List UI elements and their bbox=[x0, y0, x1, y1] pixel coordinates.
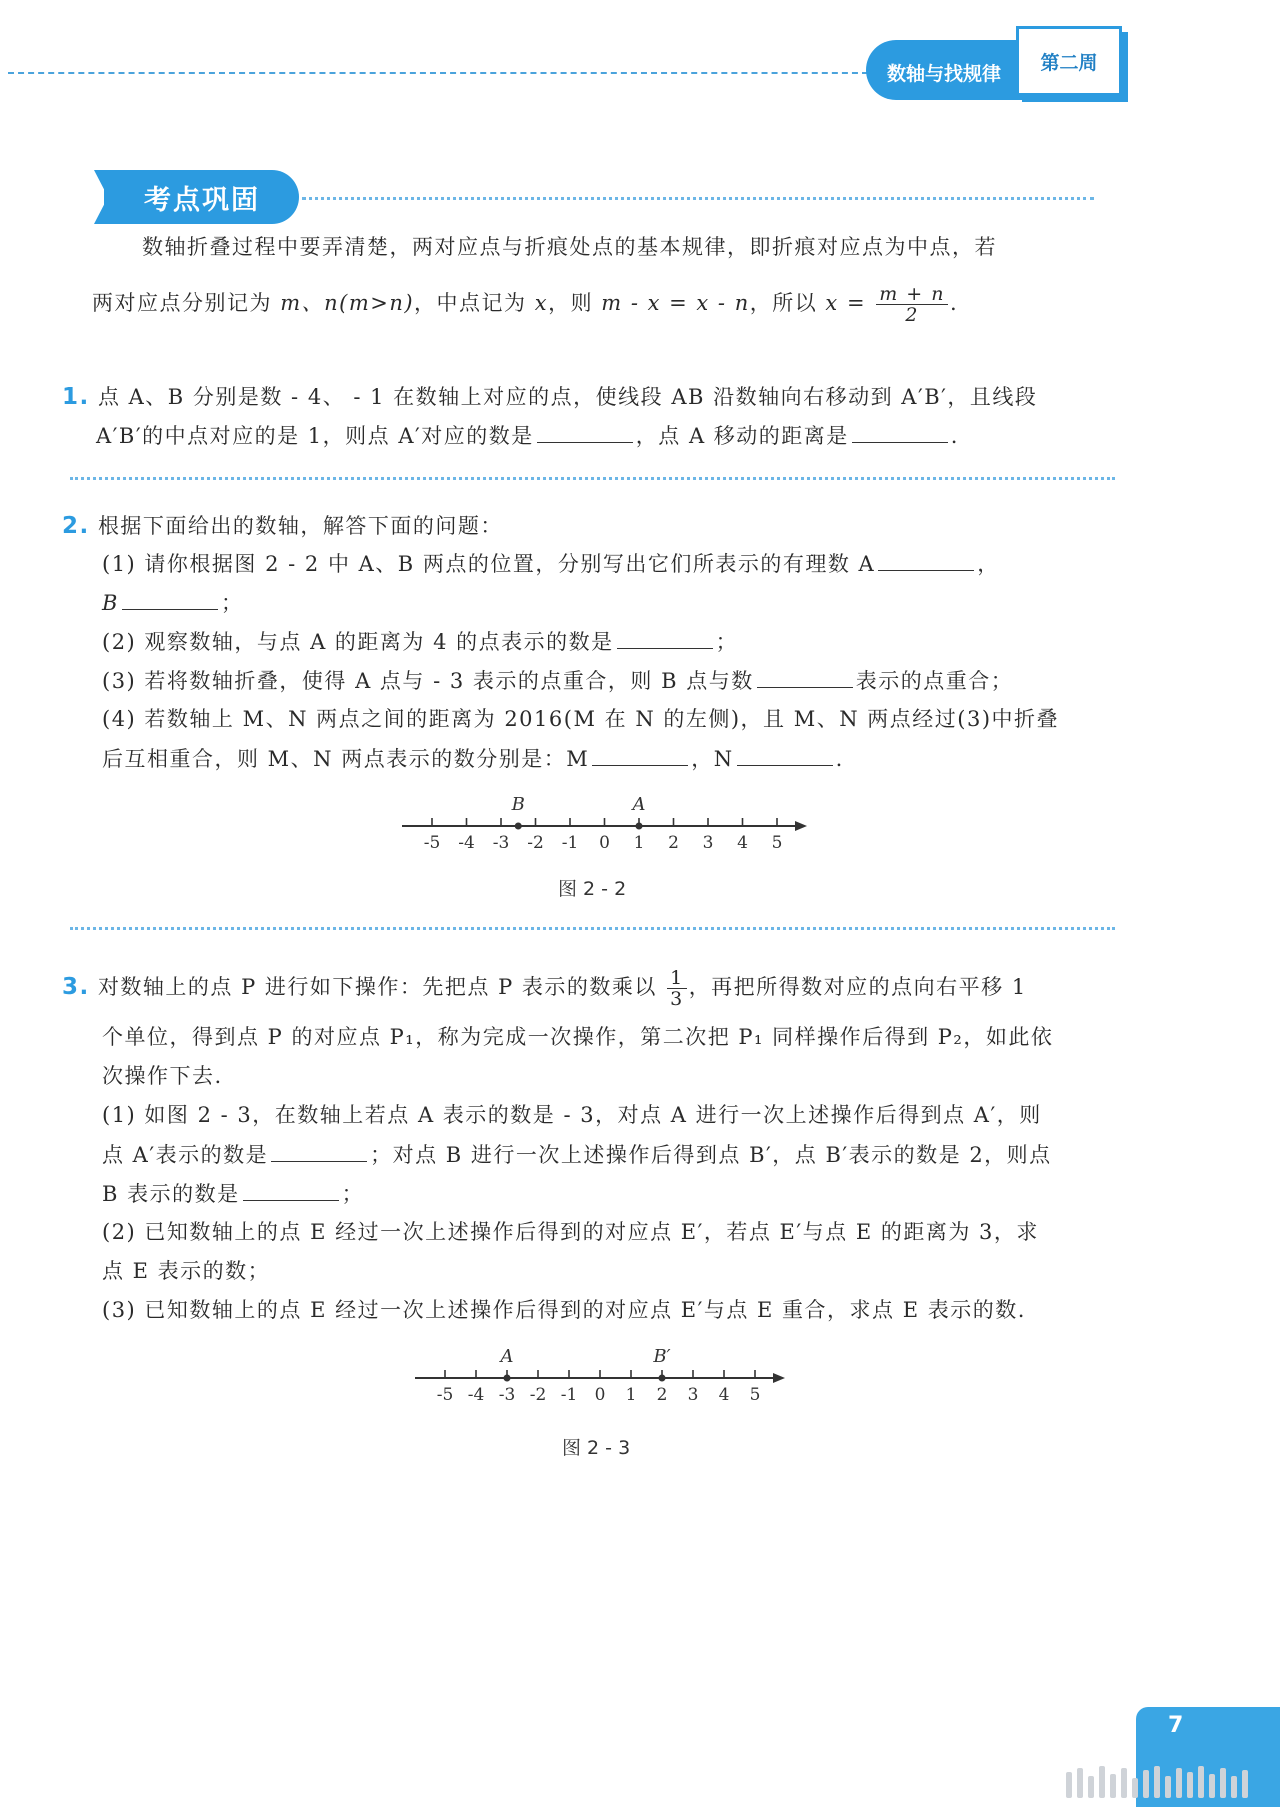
figure-2-2-caption: 图 2 - 2 bbox=[558, 878, 627, 900]
fig22-tick-label: 2 bbox=[668, 833, 679, 853]
q2-blank-b[interactable] bbox=[122, 587, 218, 610]
q3-p1-text-b: ；对点 B 进行一次上述操作后得到点 B′，点 B′表示的数是 2，则点 bbox=[370, 1143, 1052, 1167]
q3-blank-b[interactable] bbox=[243, 1178, 339, 1201]
q3-part1-line2 bbox=[102, 1139, 1142, 1170]
intro-text-a: 两对应点分别记为 bbox=[92, 291, 272, 315]
intro-text-c: ，中点记为 bbox=[414, 291, 527, 315]
q2-part3 bbox=[102, 665, 1102, 696]
watermark-bars bbox=[1066, 1762, 1276, 1798]
fig22-tick-label: -5 bbox=[423, 833, 441, 853]
q1-text-2c: . bbox=[950, 424, 959, 448]
intro-line-2 bbox=[92, 284, 1102, 325]
q3-text-1b: ，再把所得数对应的点向右平移 1 bbox=[688, 975, 1027, 999]
fig23-point-a-label: A bbox=[500, 1346, 514, 1367]
q3-p1-text-c: B 表示的数是 bbox=[102, 1182, 240, 1206]
q2-part1-line2 bbox=[102, 587, 702, 618]
q2-p2-semicolon: ； bbox=[715, 630, 739, 654]
q3-part2-line2: 点 E 表示的数； bbox=[102, 1259, 271, 1283]
q2-blank-fold[interactable] bbox=[757, 665, 853, 688]
header-dashed-rule bbox=[8, 72, 868, 74]
q2-blank-m[interactable] bbox=[592, 743, 688, 766]
chapter-title: 数轴与找规律 bbox=[886, 62, 1001, 85]
q1-text-1: 点 A、B 分别是数 - 4、 - 1 在数轴上对应的点，使线段 AB 沿数轴向右移动到 A′B′，且线段 bbox=[97, 385, 1038, 409]
week-label-box bbox=[1016, 26, 1122, 96]
q1-line-2 bbox=[96, 420, 1096, 451]
q3-fraction bbox=[667, 968, 687, 1009]
q3-part1-line1: (1) 如图 2 - 3，在数轴上若点 A 表示的数是 - 3，对点 A 进行一次上述操作后得到点 A′，则 bbox=[102, 1103, 1042, 1127]
q3-number: 3. bbox=[62, 974, 90, 1000]
fig22-point-b-label: B bbox=[511, 794, 525, 815]
fig22-tick-label: 0 bbox=[599, 833, 610, 853]
q1-blank-distance[interactable] bbox=[852, 420, 948, 443]
q2-part4-line2 bbox=[102, 743, 1102, 774]
intro-math-equation: m - x = x - n bbox=[601, 291, 750, 315]
q2-p1-semicolon: ； bbox=[220, 591, 244, 615]
fig23-tick-label: -5 bbox=[436, 1385, 454, 1405]
q2-part1-line1 bbox=[102, 548, 1132, 579]
fig22-tick-label: -4 bbox=[458, 833, 475, 853]
q1-text-2b: ，点 A 移动的距离是 bbox=[635, 424, 849, 448]
fig23-tick-label: 1 bbox=[625, 1385, 637, 1405]
fig22-tick-label: -3 bbox=[492, 833, 510, 853]
fig22-tick-label: -1 bbox=[561, 833, 579, 853]
intro-math-mn: m、n(m>n) bbox=[280, 291, 415, 315]
q2-p3-text-a: (3) 若将数轴折叠，使得 A 点与 - 3 表示的点重合，则 B 点与数 bbox=[102, 669, 754, 693]
fig23-tick-label: -3 bbox=[498, 1385, 516, 1405]
fig23-tick-label: 0 bbox=[594, 1385, 606, 1405]
week-label: 第二周 bbox=[1040, 51, 1098, 74]
fig22-tick-label: 3 bbox=[702, 833, 714, 853]
fig23-point-a bbox=[504, 1375, 511, 1382]
fig23-axis-arrow-icon bbox=[773, 1373, 785, 1383]
q3-line-3: 次操作下去. bbox=[102, 1064, 223, 1088]
page-number: 7 bbox=[1168, 1713, 1184, 1738]
q1-line-1 bbox=[62, 382, 1122, 412]
figure-2-3-number-line bbox=[392, 1340, 812, 1430]
q1-number: 1. bbox=[62, 384, 90, 410]
q3-fraction-numerator: 1 bbox=[667, 968, 687, 989]
fig22-point-b bbox=[515, 823, 522, 830]
q2-p4-text-a: 后互相重合，则 M、N 两点表示的数分别是：M bbox=[102, 747, 590, 771]
fig23-tick-label: 4 bbox=[718, 1385, 730, 1405]
q2-p1-comma: ， bbox=[977, 552, 1000, 576]
intro-math-x-eq: x = bbox=[825, 291, 867, 315]
fig23-point-b-label: B′ bbox=[653, 1346, 671, 1367]
fig23-tick-label: 3 bbox=[687, 1385, 699, 1405]
q2-part4-line1: (4) 若数轴上 M、N 两点之间的距离为 2016(M 在 N 的左侧)，且 M、N 两点经过(3)中折叠 bbox=[102, 707, 1060, 731]
fig22-tick-label: 4 bbox=[737, 833, 748, 853]
q2-stem-line bbox=[62, 511, 1062, 541]
separator-2 bbox=[70, 927, 1115, 930]
q3-blank-a-prime[interactable] bbox=[271, 1139, 367, 1162]
intro-line-1: 数轴折叠过程中要弄清楚，两对应点与折痕处点的基本规律，即折痕对应点为中点，若 bbox=[142, 235, 997, 259]
q3-part1-line3 bbox=[102, 1178, 702, 1209]
q2-blank-a[interactable] bbox=[878, 548, 974, 571]
section-title-rule bbox=[302, 197, 1094, 200]
intro-fraction-denominator: 2 bbox=[905, 304, 919, 326]
fig23-tick-label: 5 bbox=[749, 1385, 761, 1405]
q2-blank-n[interactable] bbox=[737, 743, 833, 766]
fig23-tick-label: -1 bbox=[560, 1385, 578, 1405]
intro-end: . bbox=[950, 291, 959, 315]
q3-line-2: 个单位，得到点 P 的对应点 P₁，称为完成一次操作，第二次把 P₁ 同样操作后得到 P₂，如此依 bbox=[102, 1025, 1054, 1049]
figure-2-3-caption: 图 2 - 3 bbox=[562, 1437, 631, 1459]
q3-part2-line1: (2) 已知数轴上的点 E 经过一次上述操作后得到的对应点 E′，若点 E′与点 E 的距离为 3，求 bbox=[102, 1220, 1039, 1244]
chapter-title-tab bbox=[866, 40, 1022, 100]
fig22-point-a bbox=[636, 823, 643, 830]
intro-fraction-numerator: m + n bbox=[876, 284, 948, 305]
fig22-point-a-label: A bbox=[632, 794, 646, 815]
figure-2-2-number-line bbox=[380, 790, 820, 880]
fig23-tick-label: 2 bbox=[656, 1385, 668, 1405]
q3-text-1a: 对数轴上的点 P 进行如下操作：先把点 P 表示的数乘以 bbox=[97, 975, 657, 999]
fig22-axis-arrow-icon bbox=[795, 821, 807, 831]
q1-text-2a: A′B′的中点对应的是 1，则点 A′对应的数是 bbox=[96, 424, 534, 448]
q2-part2 bbox=[102, 626, 1102, 657]
fig22-tick-label: 1 bbox=[633, 833, 645, 853]
fig23-tick-label: -2 bbox=[529, 1385, 547, 1405]
q3-part3-line1: (3) 已知数轴上的点 E 经过一次上述操作后得到的对应点 E′与点 E 重合，求点 E 表示的数. bbox=[102, 1298, 1026, 1322]
section-title: 考点巩固 bbox=[144, 184, 260, 216]
section-title-badge bbox=[104, 170, 299, 224]
q2-blank-dist4[interactable] bbox=[617, 626, 713, 649]
intro-text-e: ，则 bbox=[548, 291, 594, 315]
fig23-tick-label: -4 bbox=[467, 1385, 485, 1405]
q1-blank-a-prime[interactable] bbox=[537, 420, 633, 443]
q2-p4-period: . bbox=[835, 747, 844, 771]
q3-line-1 bbox=[62, 968, 1142, 1009]
fig23-point-b bbox=[659, 1375, 666, 1382]
separator-1 bbox=[70, 477, 1115, 480]
fig22-tick-label: -2 bbox=[527, 833, 544, 853]
q2-p2-text: (2) 观察数轴，与点 A 的距离为 4 的点表示的数是 bbox=[102, 630, 614, 654]
q2-p3-text-b: 表示的点重合； bbox=[855, 669, 1014, 693]
q3-p1-semicolon: ； bbox=[341, 1182, 365, 1206]
q3-fraction-denominator: 3 bbox=[670, 988, 684, 1010]
q2-p4-text-b: ，N bbox=[691, 747, 734, 771]
q2-p1-text: (1) 请你根据图 2 - 2 中 A、B 两点的位置，分别写出它们所表示的有理数 A bbox=[102, 552, 876, 576]
q2-number: 2. bbox=[62, 513, 90, 539]
q3-p1-text-a: 点 A′表示的数是 bbox=[102, 1143, 269, 1167]
intro-math-x: x bbox=[534, 291, 549, 315]
q2-p1-b-label: B bbox=[102, 591, 119, 615]
q2-stem: 根据下面给出的数轴，解答下面的问题： bbox=[97, 514, 503, 538]
intro-text-g: ，所以 bbox=[749, 291, 818, 315]
intro-fraction bbox=[876, 284, 948, 325]
fig22-tick-label: 5 bbox=[771, 833, 783, 853]
